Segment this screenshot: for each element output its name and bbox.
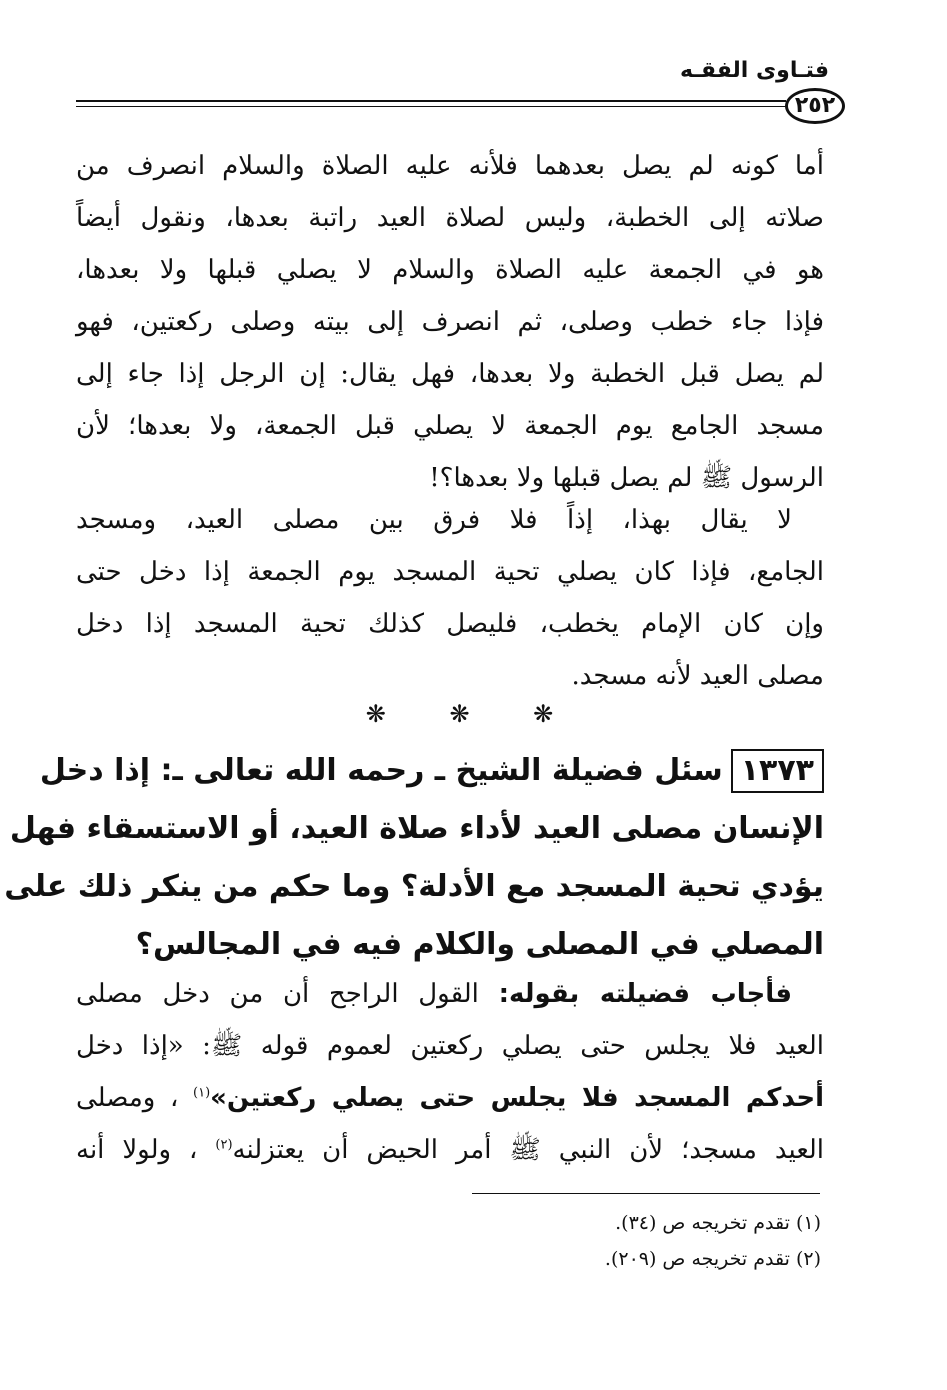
page-number: ٢٥٢ xyxy=(785,88,845,124)
answer-text: ، ولولا أنه xyxy=(76,1135,198,1165)
footnote: (١) تقدم تخريجه ص (٣٤). xyxy=(615,1212,821,1234)
text-line: صلاته إلى الخطبة، وليس لصلاة العيد راتبة بعدها، ونقول أيضاً xyxy=(76,203,824,233)
question-number: ١٣٧٣ xyxy=(731,749,824,793)
answer-line: العيد فلا يجلس حتى يصلي ركعتين لعموم قوله ﷺ: «إذا دخل xyxy=(76,1031,824,1061)
answer-block xyxy=(76,968,824,1176)
footnotes xyxy=(76,1205,821,1277)
text-line: لم يصل قبل الخطبة ولا بعدها، فهل يقال: إن الرجل إذا جاء إلى xyxy=(76,359,824,389)
text-line: لا يقال بهذا، إذاً فلا فرق بين مصلى العيد، ومسجد xyxy=(76,505,792,535)
text-line: مصلى العيد لأنه مسجد. xyxy=(571,661,824,691)
answer-line xyxy=(76,1124,824,1176)
header-rule-thin xyxy=(76,106,786,107)
question-text: سئل فضيلة الشيخ ـ رحمه الله تعالى ـ: إذا دخل xyxy=(39,753,723,788)
text-line: وإن كان الإمام يخطب، فليصل كذلك تحية المسجد إذا دخل xyxy=(76,609,824,639)
hadith-quote: أحدكم المسجد فلا يجلس حتى يصلي ركعتين» xyxy=(210,1083,824,1113)
text-line: الجامع، فإذا كان يصلي تحية المسجد يوم الجمعة إذا دخل حتى xyxy=(76,557,824,587)
paragraph-1 xyxy=(76,140,824,504)
running-header-title: فتـاوى الفقـه xyxy=(680,58,829,83)
answer-line xyxy=(76,968,824,1020)
text-line: هو في الجمعة عليه الصلاة والسلام لا يصلي قبلها ولا بعدها، xyxy=(76,255,824,285)
text-line: أما كونه لم يصل بعدهما فلأنه عليه الصلاة والسلام انصرف من xyxy=(76,151,824,181)
paragraph-2 xyxy=(76,494,824,702)
question-block xyxy=(4,742,824,974)
answer-line xyxy=(76,1072,824,1124)
footnote-ref: (٢) xyxy=(215,1137,233,1153)
footnote: (٢) تقدم تخريجه ص (٢٠٩). xyxy=(604,1248,821,1270)
footnote-ref: (١) xyxy=(193,1085,211,1101)
question-line xyxy=(39,742,824,800)
section-separator: ❋ ❋ ❋ xyxy=(365,700,582,728)
text-line: فإذا جاء خطب وصلى، ثم انصرف إلى بيته وصلى ركعتين، فهو xyxy=(76,307,824,337)
text-line: مسجد الجامع يوم الجمعة لا يصلي قبل الجمعة، ولا بعدها؛ لأن xyxy=(76,411,824,441)
answer-text: ، ومصلى xyxy=(76,1083,179,1113)
question-line: المصلي في المصلى والكلام فيه في المجالس؟ xyxy=(135,927,824,962)
question-line: يؤدي تحية المسجد مع الأدلة؟ وما حكم من ينكر ذلك على xyxy=(4,869,824,904)
answer-intro: فأجاب فضيلته بقوله: xyxy=(498,979,792,1009)
answer-text: العيد مسجد؛ لأن النبي ﷺ أمر الحيض أن يعتزلنه xyxy=(232,1135,825,1165)
footnote-rule xyxy=(472,1193,820,1194)
text-line: الرسول ﷺ لم يصل قبلها ولا بعدها؟! xyxy=(429,463,824,493)
question-line: الإنسان مصلى العيد لأداء صلاة العيد، أو الاستسقاء فهل xyxy=(9,811,824,846)
header-rule xyxy=(76,100,786,102)
answer-text: القول الراجح أن من دخل مصلى xyxy=(76,979,499,1009)
